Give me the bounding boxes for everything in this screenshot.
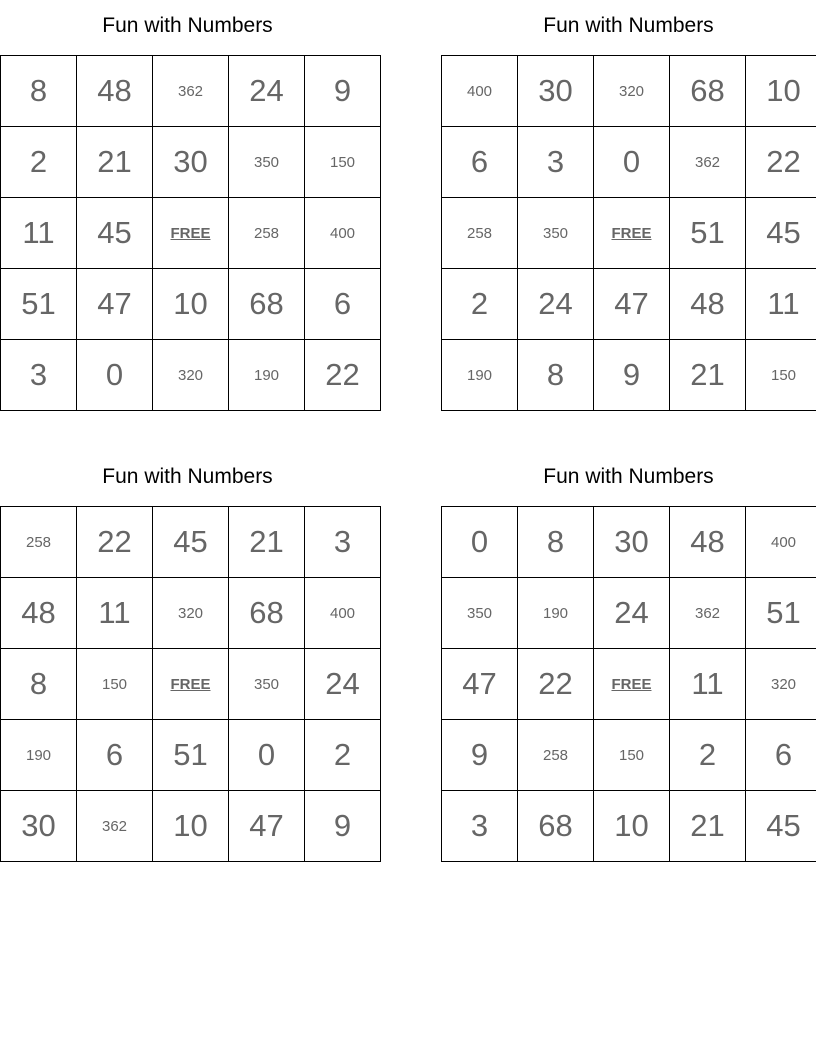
number-cell: 190 (518, 578, 594, 649)
number-cell: 47 (229, 791, 305, 862)
number-cell: 3 (305, 507, 381, 578)
grid-row (1, 340, 381, 411)
number-cell: 47 (77, 269, 153, 340)
number-cell: 68 (670, 56, 746, 127)
number-cell: 2 (442, 269, 518, 340)
number-cell: 350 (229, 649, 305, 720)
number-cell: 150 (77, 649, 153, 720)
number-cell: 45 (153, 507, 229, 578)
number-cell: 0 (594, 127, 670, 198)
number-cell: 362 (77, 791, 153, 862)
number-cell: 320 (153, 578, 229, 649)
number-cell: 6 (305, 269, 381, 340)
number-cell: 21 (77, 127, 153, 198)
bingo-grid (0, 506, 381, 862)
number-cell: 51 (153, 720, 229, 791)
number-cell: 9 (442, 720, 518, 791)
grid-row (442, 507, 816, 578)
number-cell: 2 (670, 720, 746, 791)
grid-row (1, 791, 381, 862)
number-cell: 0 (442, 507, 518, 578)
number-cell: 258 (518, 720, 594, 791)
number-cell: 362 (670, 127, 746, 198)
card-title: Fun with Numbers (102, 465, 273, 488)
grid-row (1, 198, 381, 269)
number-cell: 150 (305, 127, 381, 198)
number-cell: 24 (518, 269, 594, 340)
number-cell: 320 (594, 56, 670, 127)
number-cell: 22 (746, 127, 816, 198)
number-cell: 258 (442, 198, 518, 269)
number-cell: 350 (518, 198, 594, 269)
number-cell: 22 (518, 649, 594, 720)
grid-row (1, 56, 381, 127)
number-cell: 190 (229, 340, 305, 411)
number-cell: 9 (594, 340, 670, 411)
number-cell: 51 (746, 578, 816, 649)
grid-row (1, 578, 381, 649)
grid-row (442, 198, 816, 269)
grid-row (442, 127, 816, 198)
number-cell: 3 (1, 340, 77, 411)
number-cell: 68 (229, 269, 305, 340)
number-cell: 51 (1, 269, 77, 340)
grid-row (1, 507, 381, 578)
number-cell: 30 (153, 127, 229, 198)
number-cell: 8 (518, 340, 594, 411)
number-cell: 8 (1, 56, 77, 127)
number-cell: 11 (77, 578, 153, 649)
number-cell: 150 (594, 720, 670, 791)
number-cell: 21 (670, 340, 746, 411)
free-space-cell: FREE (594, 649, 670, 720)
number-cell: 24 (305, 649, 381, 720)
grid-row (442, 791, 816, 862)
number-cell: 9 (305, 791, 381, 862)
number-cell: 30 (1, 791, 77, 862)
number-cell: 320 (153, 340, 229, 411)
number-cell: 22 (305, 340, 381, 411)
free-space-cell: FREE (153, 649, 229, 720)
number-cell: 3 (518, 127, 594, 198)
number-cell: 24 (594, 578, 670, 649)
number-cell: 10 (746, 56, 816, 127)
number-cell: 6 (442, 127, 518, 198)
free-space-cell: FREE (153, 198, 229, 269)
number-cell: 45 (746, 791, 816, 862)
number-cell: 10 (153, 791, 229, 862)
bingo-grid (441, 55, 816, 411)
number-cell: 3 (442, 791, 518, 862)
number-cell: 6 (77, 720, 153, 791)
number-cell: 45 (77, 198, 153, 269)
number-cell: 9 (305, 56, 381, 127)
number-cell: 2 (305, 720, 381, 791)
grid-row (442, 578, 816, 649)
number-cell: 6 (746, 720, 816, 791)
number-cell: 30 (518, 56, 594, 127)
grid-row (442, 56, 816, 127)
bingo-grid (441, 506, 816, 862)
grid-row (442, 720, 816, 791)
number-cell: 21 (670, 791, 746, 862)
number-cell: 11 (746, 269, 816, 340)
number-cell: 190 (442, 340, 518, 411)
grid-row (442, 340, 816, 411)
number-cell: 48 (1, 578, 77, 649)
number-cell: 150 (746, 340, 816, 411)
number-cell: 22 (77, 507, 153, 578)
grid-row (442, 649, 816, 720)
number-cell: 11 (1, 198, 77, 269)
grid-row (1, 649, 381, 720)
number-cell: 400 (746, 507, 816, 578)
number-cell: 8 (1, 649, 77, 720)
number-cell: 190 (1, 720, 77, 791)
number-cell: 400 (305, 198, 381, 269)
number-cell: 258 (229, 198, 305, 269)
number-cell: 362 (670, 578, 746, 649)
number-cell: 258 (1, 507, 77, 578)
number-cell: 24 (229, 56, 305, 127)
number-cell: 400 (305, 578, 381, 649)
number-cell: 30 (594, 507, 670, 578)
number-cell: 2 (1, 127, 77, 198)
number-cell: 68 (229, 578, 305, 649)
grid-row (442, 269, 816, 340)
number-cell: 10 (594, 791, 670, 862)
number-cell: 47 (594, 269, 670, 340)
grid-row (1, 269, 381, 340)
number-cell: 400 (442, 56, 518, 127)
number-cell: 320 (746, 649, 816, 720)
number-cell: 21 (229, 507, 305, 578)
free-space-cell: FREE (594, 198, 670, 269)
number-cell: 362 (153, 56, 229, 127)
number-cell: 350 (229, 127, 305, 198)
card-title: Fun with Numbers (102, 14, 273, 37)
number-cell: 47 (442, 649, 518, 720)
number-cell: 51 (670, 198, 746, 269)
number-cell: 48 (670, 507, 746, 578)
number-cell: 0 (77, 340, 153, 411)
card-title: Fun with Numbers (543, 465, 714, 488)
bingo-grid (0, 55, 381, 411)
grid-row (1, 127, 381, 198)
number-cell: 68 (518, 791, 594, 862)
number-cell: 11 (670, 649, 746, 720)
grid-row (1, 720, 381, 791)
number-cell: 0 (229, 720, 305, 791)
number-cell: 350 (442, 578, 518, 649)
number-cell: 48 (670, 269, 746, 340)
number-cell: 10 (153, 269, 229, 340)
number-cell: 8 (518, 507, 594, 578)
number-cell: 45 (746, 198, 816, 269)
number-cell: 48 (77, 56, 153, 127)
card-title: Fun with Numbers (543, 14, 714, 37)
